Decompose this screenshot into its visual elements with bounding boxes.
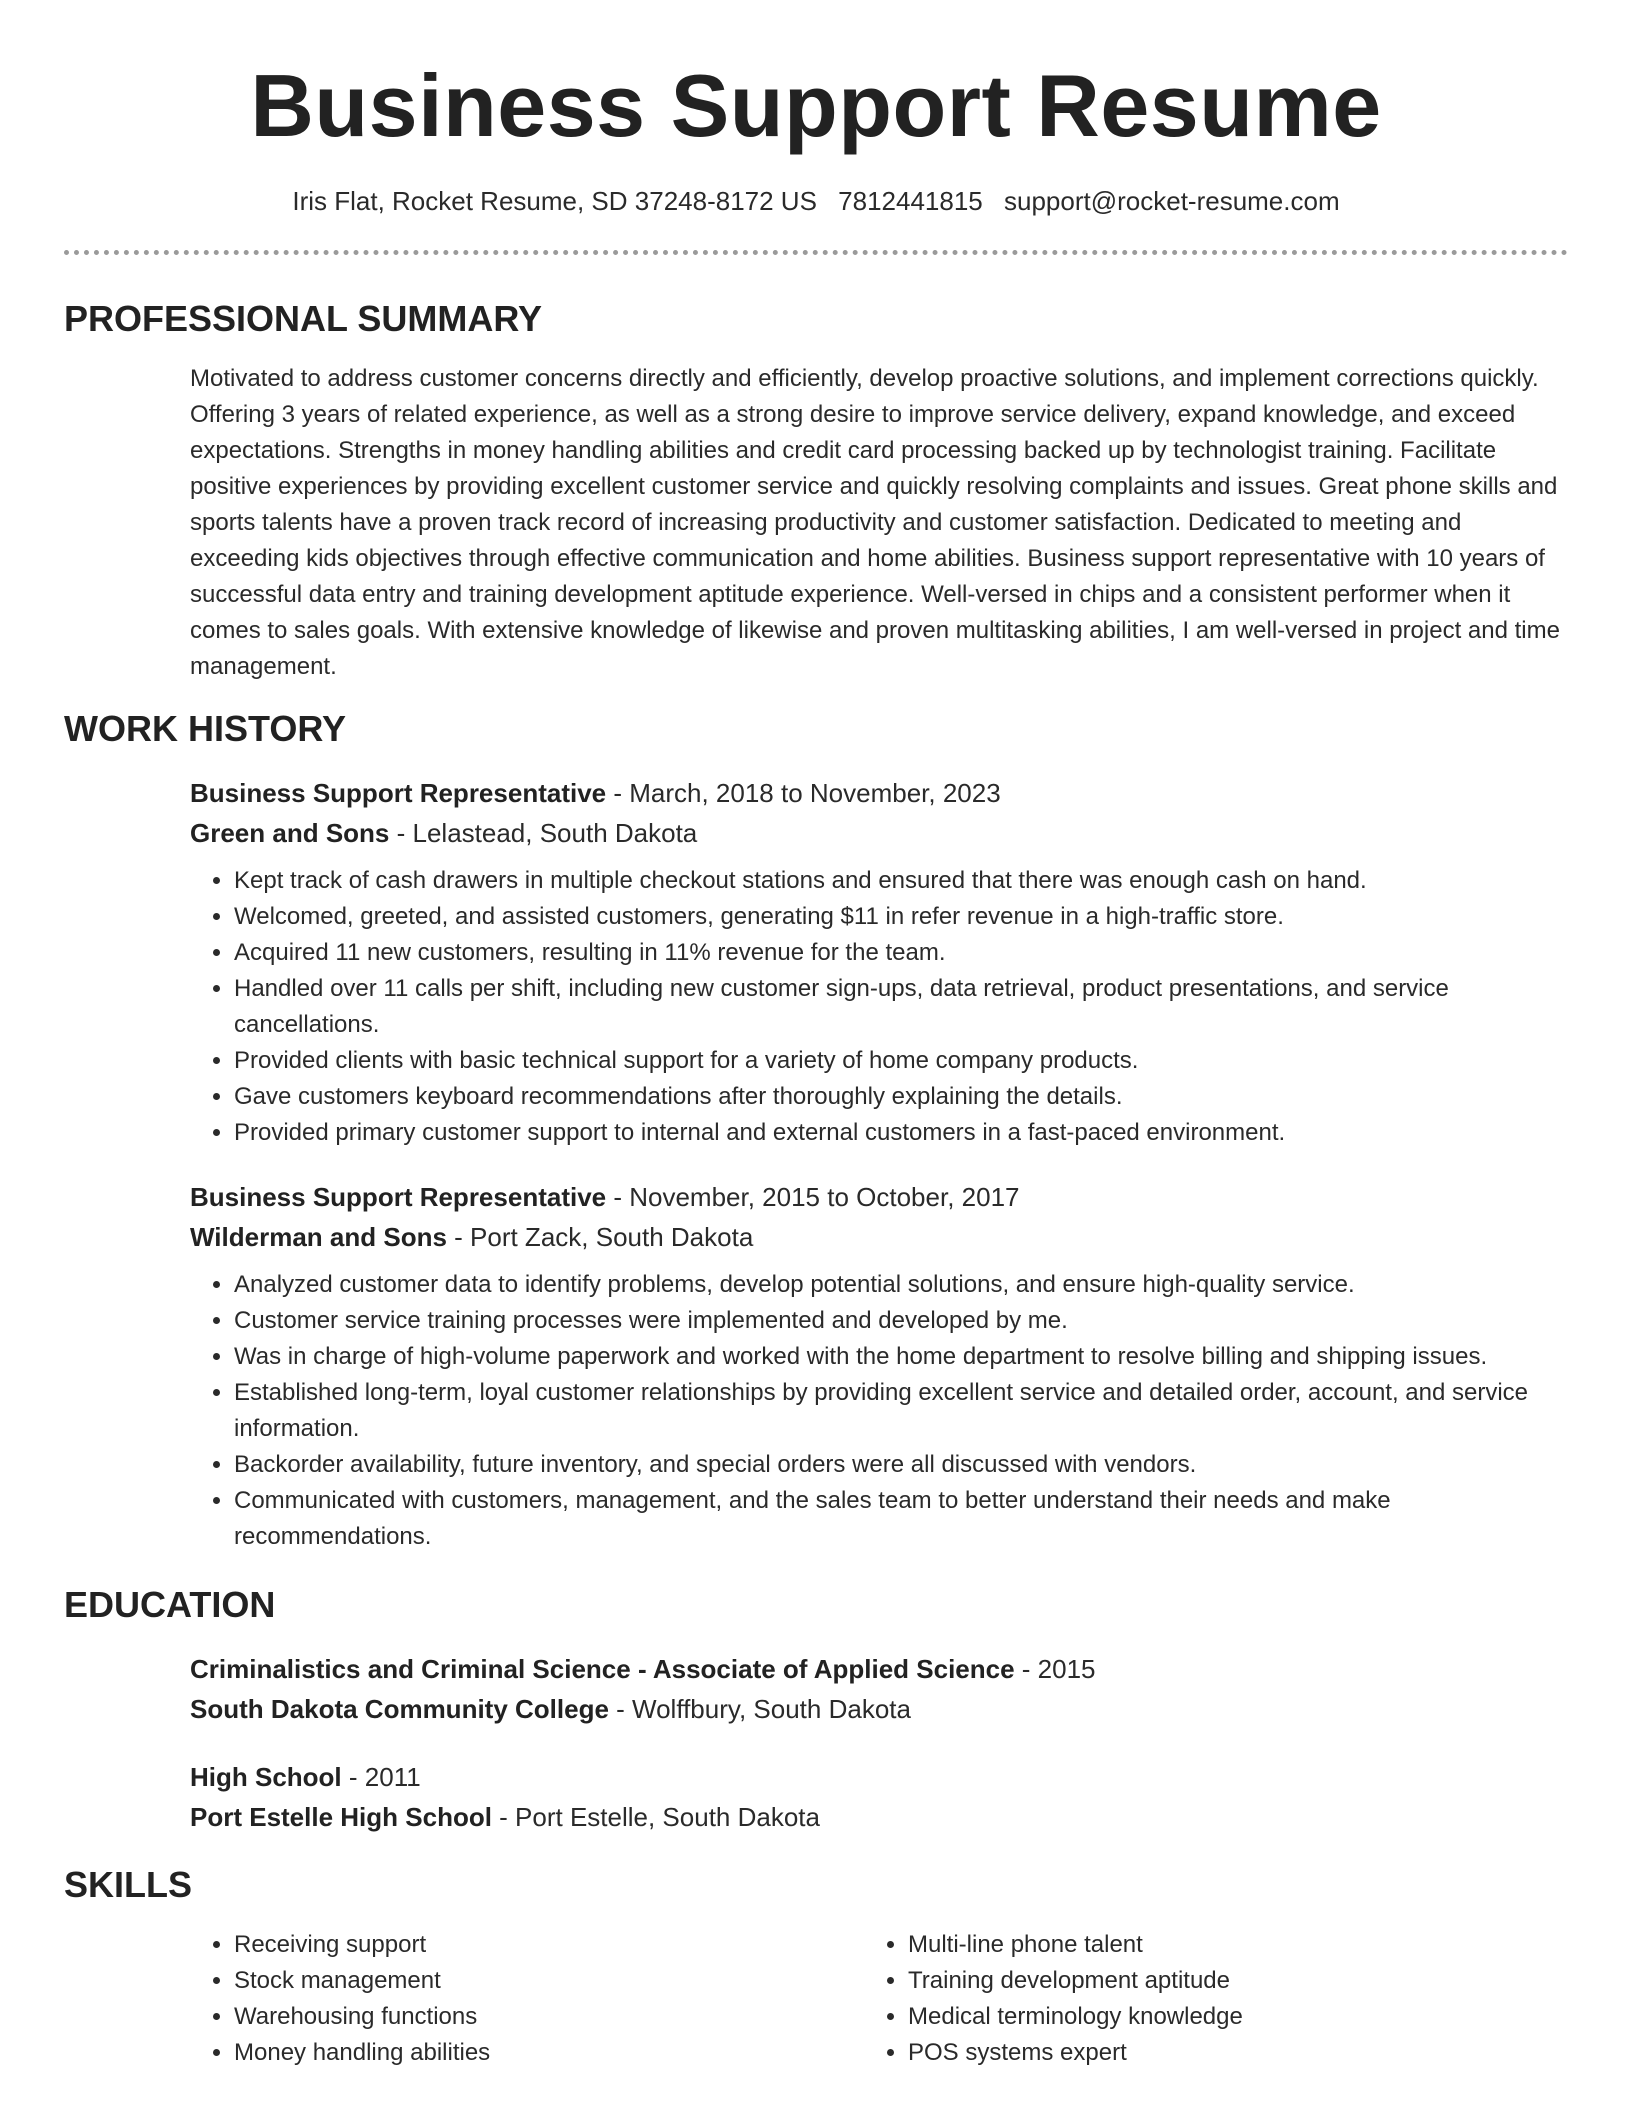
job-entry [190,1177,1568,1555]
job-bullet: • Established long-term, loyal customer relationships by providing excellent service and detailed order, account, and service information. [234,1375,1568,1447]
skills-heading: SKILLS [64,1864,193,1905]
job-bullet: • Provided clients with basic technical support for a variety of home company products. [234,1043,1568,1079]
degree-line [190,1757,1568,1797]
education-heading: EDUCATION [64,1584,276,1625]
skills-section [64,1863,1568,2071]
degree-year: - 2015 [1014,1654,1096,1684]
job-entry [190,773,1568,1151]
job-bullet: • Communicated with customers, management, and the sales team to better understand their needs and make recommendations. [234,1483,1568,1555]
job-company: Wilderman and Sons [190,1222,447,1252]
work-history-section [64,707,1568,1555]
skill-item: • POS systems expert [908,2035,1538,2071]
summary-heading: PROFESSIONAL SUMMARY [64,298,543,339]
job-title-line [190,773,1568,813]
job-location: - Lelastead, South Dakota [389,818,698,848]
job-bullets [190,863,1568,1151]
skill-item: • Multi-line phone talent [908,1927,1538,1963]
skill-item: • Training development aptitude [908,1963,1538,1999]
job-company: Green and Sons [190,818,390,848]
degree-line [190,1649,1568,1689]
contact-line [64,184,1568,218]
school-location: - Wolffbury, South Dakota [608,1694,911,1724]
job-role: Business Support Representative [190,1182,607,1212]
job-bullet: • Backorder availability, future inventory, and special orders were all discussed with vendors. [234,1447,1568,1483]
skill-item: • Money handling abilities [234,2035,864,2071]
degree-name: Criminalistics and Criminal Science - Associate of Applied Science [190,1654,1015,1684]
work-history-heading: WORK HISTORY [64,708,347,749]
summary-section [64,297,1568,685]
job-company-line [190,1217,1568,1257]
job-bullet: • Analyzed customer data to identify problems, develop potential solutions, and ensure high-quality service. [234,1267,1568,1303]
job-bullet: • Was in charge of high-volume paperwork and worked with the home department to resolve billing and shipping issues. [234,1339,1568,1375]
skill-item: • Warehousing functions [234,1999,864,2035]
job-bullet: • Customer service training processes were implemented and developed by me. [234,1303,1568,1339]
degree-year: - 2011 [341,1762,421,1792]
job-dates: - March, 2018 to November, 2023 [606,778,1001,808]
school-line [190,1797,1568,1837]
job-location: - Port Zack, South Dakota [446,1222,754,1252]
job-dates: - November, 2015 to October, 2017 [606,1182,1020,1212]
education-entry [190,1757,1568,1837]
resume-title: Business Support Resume [250,56,1382,155]
school-location: - Port Estelle, South Dakota [491,1802,820,1832]
job-title-line [190,1177,1568,1217]
job-bullet: • Gave customers keyboard recommendations after thoroughly explaining the details. [234,1079,1568,1115]
school-line [190,1689,1568,1729]
contact-phone: 7812441815 [838,186,983,216]
contact-email: support@rocket-resume.com [1004,186,1340,216]
skills-column-right [864,1927,1538,2071]
skills-column-left [190,1927,864,2071]
education-section [64,1583,1568,1837]
job-bullet: • Handled over 11 calls per shift, including new customer sign-ups, data retrieval, product presentations, and service cancellations. [234,971,1568,1043]
skill-item: • Medical terminology knowledge [908,1999,1538,2035]
job-bullet: • Kept track of cash drawers in multiple checkout stations and ensured that there was enough cash on hand. [234,863,1568,899]
job-bullet: • Acquired 11 new customers, resulting in 11% revenue for the team. [234,935,1568,971]
job-bullet: • Provided primary customer support to internal and external customers in a fast-paced environment. [234,1115,1568,1151]
job-bullet: • Welcomed, greeted, and assisted customers, generating $11 in refer revenue in a high-traffic store. [234,899,1568,935]
skill-item: • Receiving support [234,1927,864,1963]
job-bullets [190,1267,1568,1555]
header-divider [64,250,1568,255]
skills-grid [190,1927,1568,2071]
degree-name: High School [190,1762,342,1792]
resume-header [64,0,1568,255]
skill-item: • Stock management [234,1963,864,1999]
school-name: South Dakota Community College [190,1694,609,1724]
summary-text: Motivated to address customer concerns directly and efficiently, develop proactive solutions, and implement corrections quickly. Offering 3 years of related experience, as well as a strong desire to improve service delivery, expand knowledge, and exceed expectations. Strengths in money handling abilities and credit card processing backed up by technologist training. Facilitate positive experiences by providing excellent customer service and quickly resolving complaints and issues. Great phone skills and sports talents have a proven track record of increasing productivity and customer satisfaction. Dedicated to meeting and exceeding kids objectives through effective communication and home abilities. Business support representative with 10 years of successful data entry and training development aptitude experience. Well-versed in chips and a consistent performer when it comes to sales goals. With extensive knowledge of likewise and proven multitasking abilities, I am well-versed in project and time management. [190,365,1560,680]
job-company-line [190,813,1568,853]
contact-address: Iris Flat, Rocket Resume, SD 37248-8172 US [292,186,817,216]
school-name: Port Estelle High School [190,1802,492,1832]
job-role: Business Support Representative [190,778,607,808]
education-entry [190,1649,1568,1729]
